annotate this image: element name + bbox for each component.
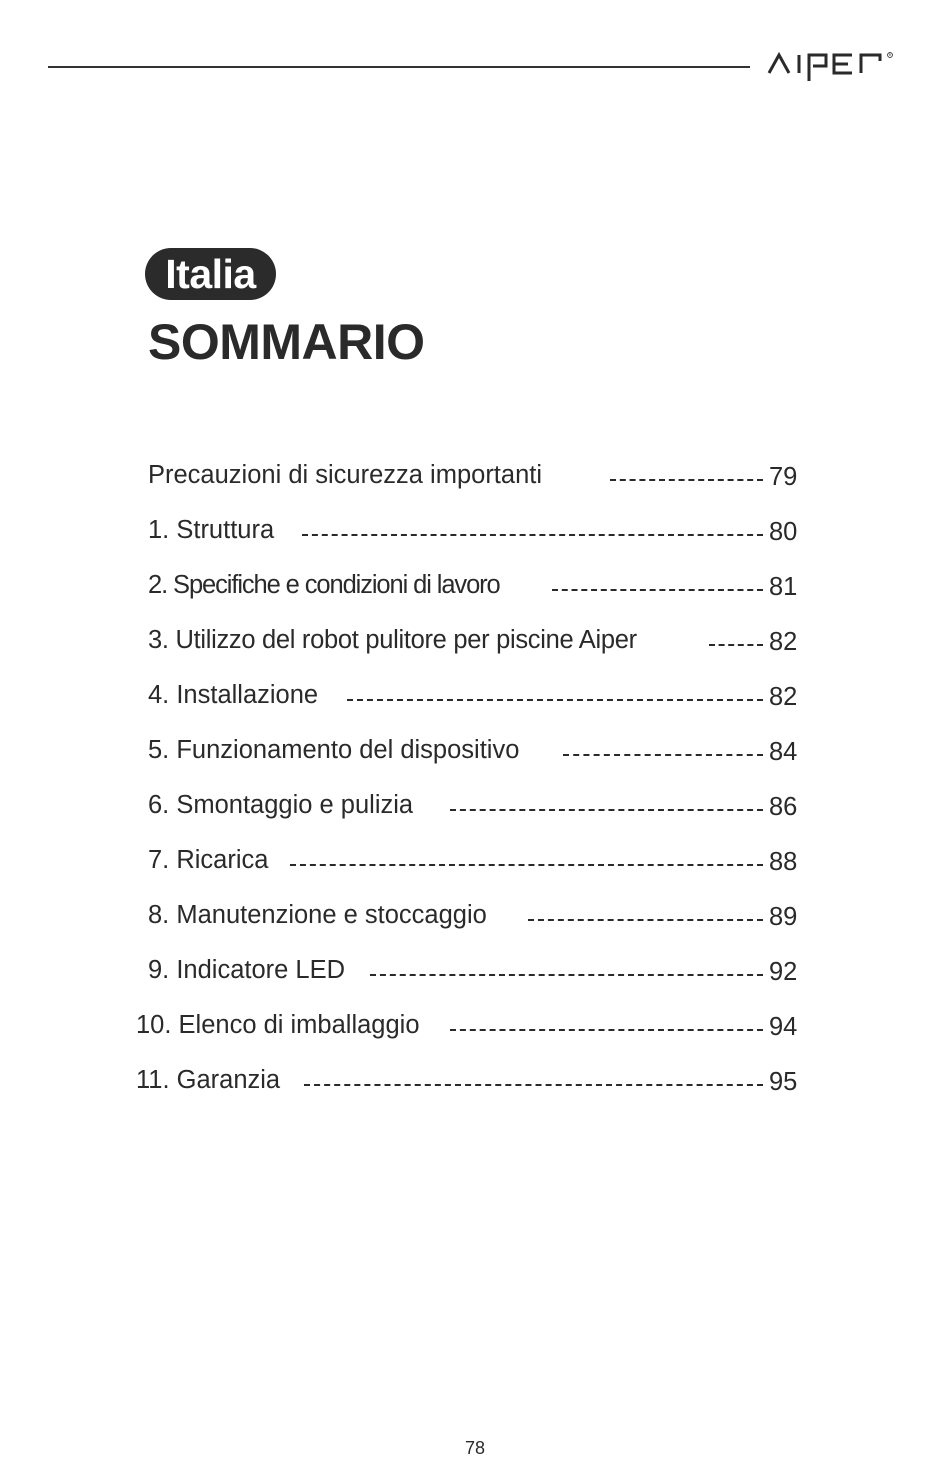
toc-entry-title: 2. Specifiche e condizioni di lavoro — [148, 571, 500, 599]
toc-entry[interactable] — [0, 895, 950, 935]
toc-entry-title: 11. Garanzia — [136, 1066, 281, 1094]
language-badge: Italia — [145, 248, 276, 300]
toc-entry[interactable] — [0, 840, 950, 880]
toc-entry[interactable] — [0, 675, 950, 715]
toc-entry[interactable] — [0, 950, 950, 990]
toc-entry-page: 88 — [769, 848, 798, 876]
toc-entry-title: 7. Ricarica — [148, 846, 269, 874]
toc-entry[interactable] — [0, 785, 950, 825]
toc-leader-dots — [450, 809, 763, 811]
toc-leader-dots — [302, 534, 763, 536]
toc-entry-page: 80 — [769, 518, 798, 546]
toc-entry[interactable] — [0, 510, 950, 550]
page-number: 78 — [464, 1438, 486, 1458]
toc-entry-page: 79 — [769, 463, 798, 491]
toc-leader-dots — [304, 1084, 763, 1086]
toc-leader-dots — [290, 864, 763, 866]
toc-entry-title: 8. Manutenzione e stoccaggio — [148, 901, 487, 929]
toc-entry[interactable] — [0, 455, 950, 495]
toc-leader-dots — [552, 589, 763, 591]
toc-entry-title: 6. Smontaggio e pulizia — [148, 791, 414, 819]
toc-leader-dots — [563, 754, 763, 756]
aiper-logo — [766, 46, 906, 86]
svg-text:R: R — [888, 53, 892, 58]
toc-entry-page: 84 — [769, 738, 798, 766]
toc-entry-title: 3. Utilizzo del robot pulitore per piscine Aiper — [148, 626, 637, 654]
toc-entry-page: 82 — [769, 683, 798, 711]
header-divider — [48, 66, 750, 68]
toc-entry-page: 81 — [769, 573, 798, 601]
toc-leader-dots — [370, 974, 763, 976]
toc-entry-title: 10. Elenco di imballaggio — [136, 1011, 420, 1039]
toc-entry-title: 4. Installazione — [148, 681, 319, 709]
toc-entry[interactable] — [0, 1005, 950, 1045]
toc-leader-dots — [450, 1029, 763, 1031]
toc-leader-dots — [610, 479, 763, 481]
toc-entry-title: 9. Indicatore LED — [148, 956, 346, 984]
page-title: SOMMARIO — [148, 314, 425, 370]
toc-entry[interactable] — [0, 565, 950, 605]
toc-entry-title: 5. Funzionamento del dispositivo — [148, 736, 520, 764]
toc-entry-page: 89 — [769, 903, 798, 931]
toc-leader-dots — [347, 699, 763, 701]
toc-entry-page: 94 — [769, 1013, 798, 1041]
toc-entry-page: 82 — [769, 628, 798, 656]
toc-entry-title: 1. Struttura — [148, 516, 275, 544]
toc-entry-page: 92 — [769, 958, 798, 986]
toc-entry[interactable] — [0, 1060, 950, 1100]
toc-entry[interactable] — [0, 730, 950, 770]
toc-entry-page: 95 — [769, 1068, 798, 1096]
toc-leader-dots — [528, 919, 763, 921]
toc-entry[interactable] — [0, 620, 950, 660]
toc-entry-title: Precauzioni di sicurezza importanti — [148, 461, 543, 489]
toc-leader-dots — [709, 644, 763, 646]
toc-entry-page: 86 — [769, 793, 798, 821]
